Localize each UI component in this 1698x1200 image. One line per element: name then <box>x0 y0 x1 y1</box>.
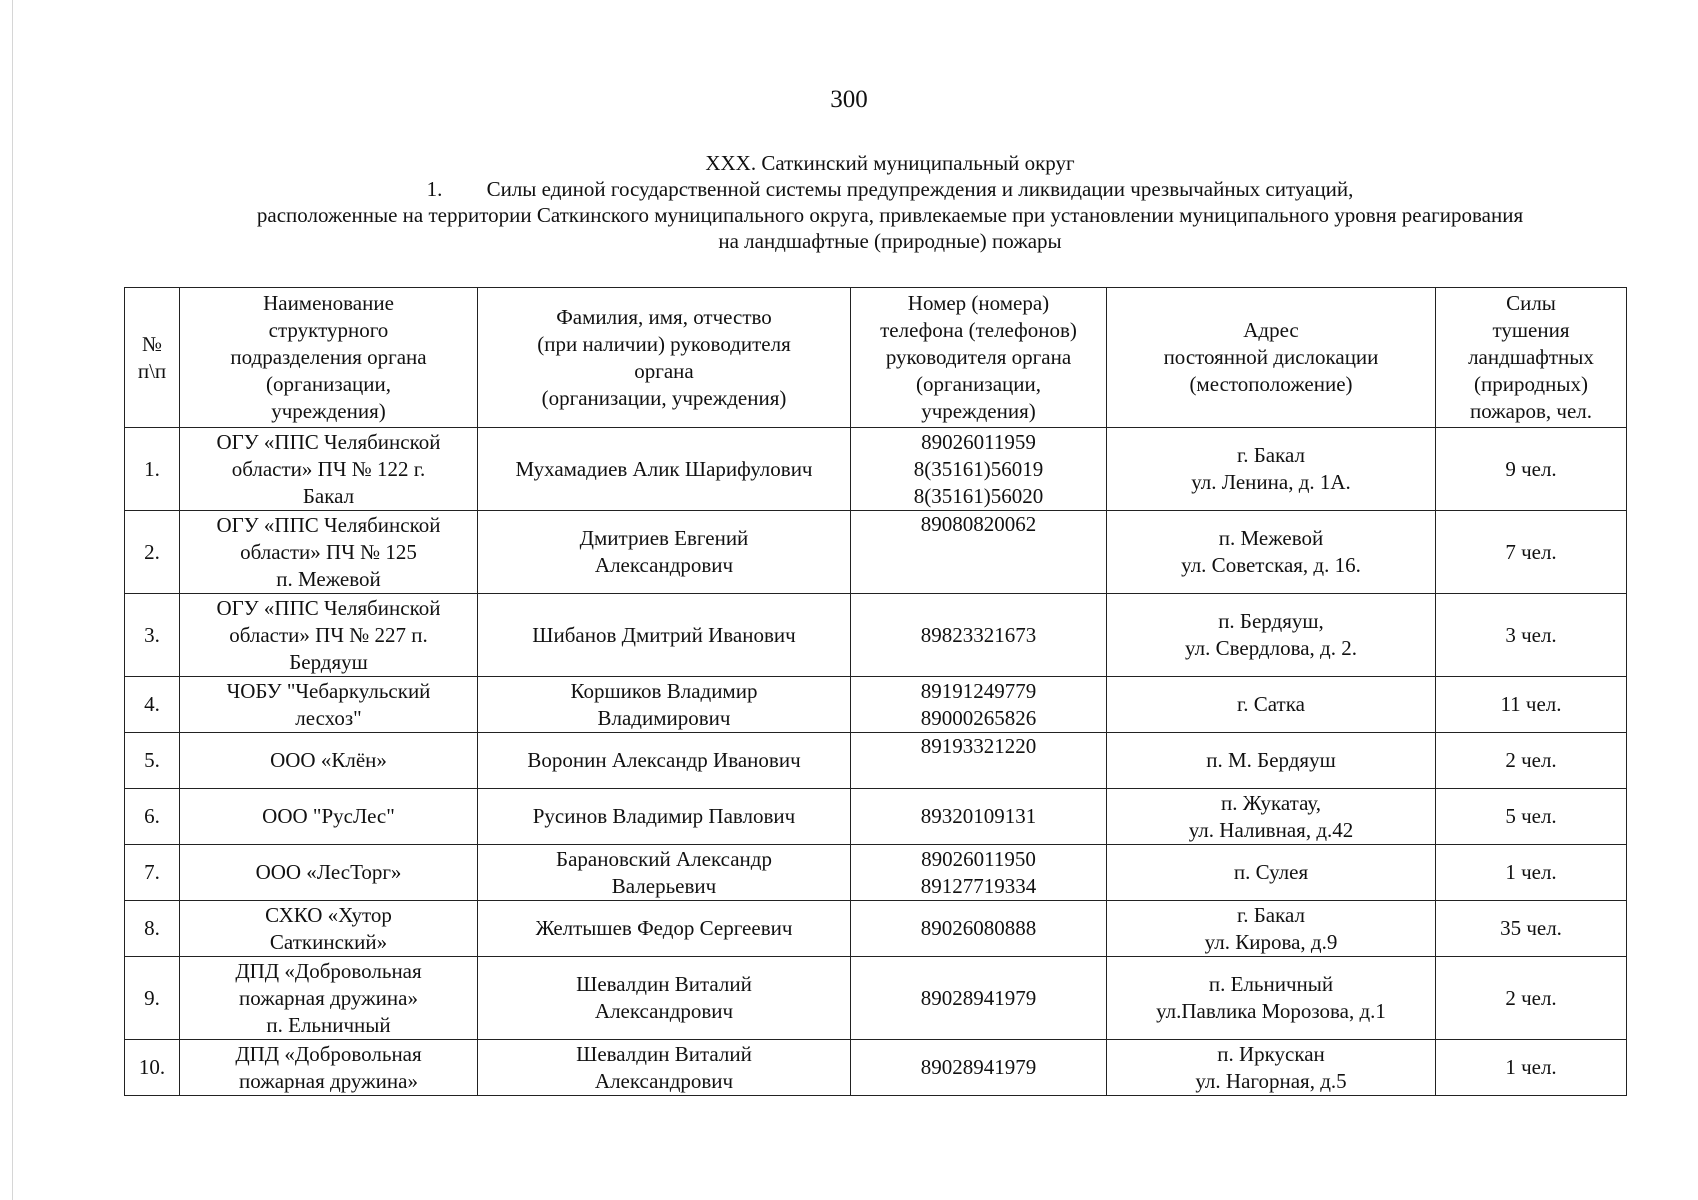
row-forces: 2 чел. <box>1436 957 1627 1040</box>
row-organization: ОГУ «ППС Челябинской области» ПЧ № 227 п. Бердяуш <box>180 594 478 677</box>
row-phone: 89080820062 <box>851 511 1107 594</box>
row-organization: ЧОБУ "Чебаркульский лесхоз" <box>180 677 478 733</box>
row-head-name: Дмитриев Евгений Александрович <box>478 511 851 594</box>
subsection-number: 1. <box>426 177 443 201</box>
page-number: 300 <box>830 86 868 113</box>
header-forces: Силы тушения ландшафтных (природных) пожаров, чел. <box>1436 288 1627 428</box>
row-organization: ДПД «Добровольная пожарная дружина» <box>180 1040 478 1096</box>
header-organization: Наименование структурного подразделения органа (организации, учреждения) <box>180 288 478 428</box>
scan-edge-line <box>12 0 13 1200</box>
row-organization: ООО "РусЛес" <box>180 789 478 845</box>
row-number: 5. <box>125 733 180 789</box>
row-phone: 89823321673 <box>851 594 1107 677</box>
row-organization: ОГУ «ППС Челябинской области» ПЧ № 122 г. Бакал <box>180 428 478 511</box>
row-number: 6. <box>125 789 180 845</box>
row-address: п. Межевой ул. Советская, д. 16. <box>1107 511 1436 594</box>
row-phone: 89191249779 89000265826 <box>851 677 1107 733</box>
row-address: п. М. Бердяуш <box>1107 733 1436 789</box>
table-row <box>125 845 1627 901</box>
header-address: Адрес постоянной дислокации (местоположение) <box>1107 288 1436 428</box>
row-organization: ОГУ «ППС Челябинской области» ПЧ № 125 п. Межевой <box>180 511 478 594</box>
row-number: 1. <box>125 428 180 511</box>
row-forces: 2 чел. <box>1436 733 1627 789</box>
row-phone: 89320109131 <box>851 789 1107 845</box>
subsection-title <box>140 176 1640 202</box>
header-head-name: Фамилия, имя, отчество (при наличии) руководителя органа (организации, учреждения) <box>478 288 851 428</box>
row-address: п. Ельничный ул.Павлика Морозова, д.1 <box>1107 957 1436 1040</box>
row-address: г. Сатка <box>1107 677 1436 733</box>
header-phone: Номер (номера) телефона (телефонов) руководителя органа (организации, учреждения) <box>851 288 1107 428</box>
row-phone: 89193321220 <box>851 733 1107 789</box>
table-row <box>125 511 1627 594</box>
row-head-name: Воронин Александр Иванович <box>478 733 851 789</box>
forces-table <box>124 287 1627 1096</box>
row-organization: ООО «ЛесТорг» <box>180 845 478 901</box>
row-number: 8. <box>125 901 180 957</box>
row-head-name: Шибанов Дмитрий Иванович <box>478 594 851 677</box>
row-number: 2. <box>125 511 180 594</box>
row-number: 4. <box>125 677 180 733</box>
table-row <box>125 957 1627 1040</box>
table-row <box>125 901 1627 957</box>
row-number: 10. <box>125 1040 180 1096</box>
table-row <box>125 677 1627 733</box>
table-row <box>125 1040 1627 1096</box>
row-phone: 89028941979 <box>851 957 1107 1040</box>
table-row <box>125 428 1627 511</box>
row-number: 9. <box>125 957 180 1040</box>
row-head-name: Желтышев Федор Сергеевич <box>478 901 851 957</box>
row-address: п. Иркускан ул. Нагорная, д.5 <box>1107 1040 1436 1096</box>
row-organization: ДПД «Добровольная пожарная дружина» п. Ельничный <box>180 957 478 1040</box>
row-address: г. Бакал ул. Кирова, д.9 <box>1107 901 1436 957</box>
row-head-name: Шевалдин Виталий Александрович <box>478 1040 851 1096</box>
row-phone: 89026080888 <box>851 901 1107 957</box>
header-number: № п\п <box>125 288 180 428</box>
row-phone: 89026011959 8(35161)56019 8(35161)56020 <box>851 428 1107 511</box>
row-forces: 1 чел. <box>1436 1040 1627 1096</box>
row-address: п. Бердяуш, ул. Свердлова, д. 2. <box>1107 594 1436 677</box>
subsection-text: Силы единой государственной системы предупреждения и ликвидации чрезвычайных ситуаций, <box>486 177 1354 201</box>
row-organization: СХКО «Хутор Саткинский» <box>180 901 478 957</box>
row-address: г. Бакал ул. Ленина, д. 1А. <box>1107 428 1436 511</box>
table-header-row <box>125 288 1627 428</box>
row-organization: ООО «Клён» <box>180 733 478 789</box>
row-forces: 35 чел. <box>1436 901 1627 957</box>
row-head-name: Коршиков Владимир Владимирович <box>478 677 851 733</box>
row-forces: 5 чел. <box>1436 789 1627 845</box>
row-phone: 89026011950 89127719334 <box>851 845 1107 901</box>
row-forces: 3 чел. <box>1436 594 1627 677</box>
section-title: XXX. Саткинский муниципальный округ <box>705 151 1075 175</box>
table-row <box>125 733 1627 789</box>
row-number: 3. <box>125 594 180 677</box>
row-forces: 9 чел. <box>1436 428 1627 511</box>
row-forces: 1 чел. <box>1436 845 1627 901</box>
subsection-title-cont-1: расположенные на территории Саткинского муниципального округа, привлекаемые при установлении муниципального уровня реагирования <box>256 203 1524 227</box>
row-head-name: Шевалдин Виталий Александрович <box>478 957 851 1040</box>
row-head-name: Мухамадиев Алик Шарифулович <box>478 428 851 511</box>
row-number: 7. <box>125 845 180 901</box>
row-forces: 7 чел. <box>1436 511 1627 594</box>
row-forces: 11 чел. <box>1436 677 1627 733</box>
row-head-name: Барановский Александр Валерьевич <box>478 845 851 901</box>
document-heading <box>140 150 1640 254</box>
row-address: п. Жукатау, ул. Наливная, д.42 <box>1107 789 1436 845</box>
table-row <box>125 594 1627 677</box>
subsection-title-cont-2: на ландшафтные (природные) пожары <box>718 229 1062 253</box>
row-phone: 89028941979 <box>851 1040 1107 1096</box>
row-head-name: Русинов Владимир Павлович <box>478 789 851 845</box>
row-address: п. Сулея <box>1107 845 1436 901</box>
table-row <box>125 789 1627 845</box>
